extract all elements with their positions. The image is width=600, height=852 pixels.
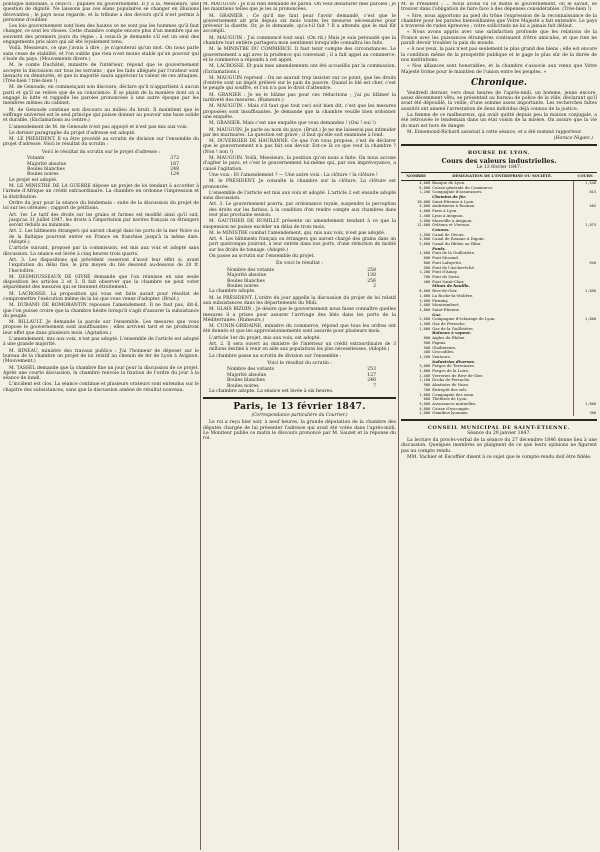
stock-quotes-table — [401, 172, 597, 416]
vote-value: 372 — [170, 156, 179, 162]
row-quantity: 1,000 — [419, 392, 431, 397]
row-quantity: 4,000 — [419, 180, 431, 185]
row-price: 1,075 — [573, 223, 597, 228]
paragraph: politique nationale, à ceux-ci : pupilles du gouvernement. Il y a là, Messieurs, une question de dignité. Ne laissons pas ces élans populaires se changer en illusions décevantes ; le pays nous regarde, et la tribune a des devoirs qu'il n'est permis à personne d'oublier. — [3, 2, 199, 23]
paragraph: M. le PRÉSIDENT. L'ordre du jour appelle la discussion du projet de loi relatif aux subsistances dans les départements du Midi. — [203, 295, 396, 306]
vote-label: Majorité absolue — [27, 161, 67, 167]
row-quantity: 1,000 — [419, 326, 431, 331]
row-designation: Canaux. — [432, 227, 450, 232]
row-quantity: 1,200 — [419, 354, 431, 359]
vote-label: Boules blanches — [27, 166, 65, 172]
paragraph: M. le comte Duchâtel, ministre de l'intérieur, répond que le gouvernement accepte la discussion sur tous les terrains ; que les faits allégués par l'orateur sont inexacts ou dénaturés, et que la majorité saura apprécier la valeur de ces attaques. (Très-bien ! très-bien !) — [3, 63, 199, 85]
row-quantity: 12,000 — [417, 223, 431, 228]
row-designation: Paris à Lyon. — [432, 209, 458, 214]
dateline-subtitle: (Correspondance particulière du Courrier.) — [251, 413, 348, 419]
paragraph: M. GAUTHIER DE RUMILLY présente un amendement tendant à ce que la suspension ne puisse excéder un délai de trois mois. — [203, 219, 396, 230]
row-designation: Montrambert. — [432, 303, 460, 308]
paragraph: M. MAUGUIN reprend : On ne saurait trop insister sur ce point, que les droits d'entrée sont un impôt prélevé sur le pain du pauvre. Quand le blé est cher, c'est le peuple qui souffre, et l'on n'a pas le droit d'attendre. — [203, 75, 396, 92]
vote-label: Nombre des votants — [227, 267, 275, 273]
row-quantity: 600 — [423, 256, 431, 261]
row-quantity: 2,600 — [419, 242, 431, 247]
row-quantity: 800 — [423, 260, 431, 265]
table-header-row — [401, 173, 597, 181]
row-quantity: 1,200 — [419, 270, 431, 275]
section-divider — [203, 397, 396, 399]
row-designation: Aigles du Rhône. — [432, 336, 466, 341]
paragraph: « Nous avons appris avec une satisfaction profonde que les relations de la France avec les puissances étrangères continuent d'être amicales, et que rien ne paraît devoir troubler la paix du monde. — [401, 30, 597, 47]
paragraph: Vendredi dernier, vers deux heures de l'après-midi, un homme, jeune encore, assez décemment vêtu, se présentait au bureau de police de la ville, déclarant qu'il avait été dépouillé, la veille, d'une somme assez importante. Les recherches faites aussitôt ont amené l'arrestation de deux individus déjà connus de la justice. — [401, 90, 597, 112]
row-quantity: 2,000 — [419, 317, 431, 322]
row-designation: Pont d'Ainay. — [432, 270, 458, 275]
section-date: Le 13 février 1847. — [476, 165, 522, 171]
row-quantity: 20,000 — [417, 199, 431, 204]
vote-value: 187 — [170, 161, 179, 167]
paragraph: « Nos alliances sont honorables, et la chambre s'associe aux vœux que Votre Majesté forme pour le maintien de l'union entre les peuples. » — [401, 64, 597, 75]
vote-label: Nombre des votants — [227, 367, 275, 373]
row-designation: Banque de Lyon. — [432, 180, 466, 185]
row-designation: La Roche-la-Molière. — [432, 293, 474, 298]
vote-results — [3, 150, 199, 178]
row-quantity: 2,000 — [419, 303, 431, 308]
article-text: Art. 1er. Le tarif des droits sur les grains et farines est modifié ainsi qu'il suit, jusqu'au 31 juillet 1847, les droits à l'importation par navires français ou étrangers seront réduits au minimum. — [9, 212, 199, 229]
row-quantity: 6,000 — [419, 185, 431, 190]
paragraph: « À nos yeux, la paix n'est pas seulement le plus grand des biens ; elle est encore la condition même de la prospérité publique et le gage le plus sûr de la durée de nos institutions. — [401, 47, 597, 63]
row-designation: Compagnie d'assurances. — [432, 190, 483, 195]
row-quantity: 5,000 — [419, 401, 431, 406]
paragraph: M. le Président : ... Nous avons vu ce matin le gouvernement, on le savait, se trouver dans l'obligation de faire face à des dépenses considérables. (Très-bien !) — [401, 2, 597, 13]
row-designation: Pont Morand. — [432, 256, 460, 261]
paragraph: Le roi a reçu hier soir, à neuf heures, la grande députation de la chambre des députés chargée de lui présenter l'adresse qui avait été votée dans l'après-midi. Le Moniteur publie ce matin le discours prononcé par M. Sauzet et la réponse du roi. — [203, 420, 396, 442]
row-designation: Papins. — [432, 340, 447, 345]
paragraph: M. GRANIER : Je ne le blâme pas pour ces réductions ; j'ai pu blâmer la tardiveté des mesures. (Rumeurs.) — [203, 92, 396, 104]
row-quantity: 400 — [423, 350, 431, 355]
row-price: 940 — [573, 261, 597, 266]
paragraph: M. MAUGUIN. Je parle au nom du pays. (Bruit.) Je ne me laisserai pas intimider par les murmures. La question est grave ; il faut qu'elle soit examinée à fond. — [203, 127, 396, 138]
column-1 — [3, 2, 199, 850]
paragraph: M. le MINISTRE combat l'amendement, qui, mis aux voix, n'est pas adopté. — [209, 230, 386, 236]
paragraph: M. MAUGUIN. Voilà, Messieurs, la position qu'on nous a faite. On nous accuse d'agiter le pays, et c'est le gouvernement lui-même qui, par son imprévoyance, a causé l'agitation. — [203, 156, 396, 172]
vote-value: 124 — [170, 172, 179, 178]
row-quantity: 600 — [423, 336, 431, 341]
section-heading: CONSEIL MUNICIPAL DE SAINT-ÉTIENNE. — [427, 425, 571, 432]
row-designation: Théâtres de Lyon. — [432, 397, 468, 402]
row-price: 300 — [573, 411, 597, 416]
paragraph: Ordre du jour pour la séance du lendemain : suite de la discussion du projet de loi sur les céréales ; rapport de pétitions. — [3, 200, 199, 212]
row-designation: Docks de Perrache. — [432, 378, 471, 383]
row-quantity: 700 — [423, 387, 431, 392]
vote-label: Boules noires — [227, 383, 259, 389]
paragraph: La femme de ce malheureux, qui avait quitté depuis peu la maison conjugale, a été retrouvée le lendemain dans un état voisin de la misère. On assure que la vie du mari est hors de danger. — [401, 113, 597, 129]
paragraph: M. MAUGUIN : Je n'ai rien demandé de pareil. On veut dénaturer mes paroles ; je les maintiens telles que je les ai prononcées. — [203, 2, 396, 13]
row-designation: Saint-Étienne. — [432, 307, 461, 312]
row-quantity: 3,000 — [419, 218, 431, 223]
paragraph: M. CUNIN-GRIDAINE, ministre du commerce, répond que tous les ordres ont été donnés et que les approvisionnements sont assurés pour plusieurs mois. — [203, 324, 396, 335]
vote-value: 2 — [373, 283, 376, 289]
vote-value: 7 — [373, 383, 376, 389]
row-quantity: 1,800 — [419, 307, 431, 312]
vote-value: 253 — [367, 367, 376, 373]
vote-value: 256 — [367, 278, 376, 284]
row-price: 1,850 — [573, 289, 597, 294]
paragraph: L'article 1er du projet, mis aux voix, est adopté. — [209, 335, 321, 341]
section-heading: Chronique. — [470, 77, 528, 88]
row-designation: Compagnie des eaux. — [432, 392, 475, 397]
vote-label: Votants — [27, 156, 45, 162]
paragraph: MM. Vachier et Escoffier disent à ce sujet que le compte-rendu doit être fidèle. — [407, 454, 592, 460]
row-designation: Canal de Roanne à Digoin. — [432, 237, 485, 242]
row-quantity: 3,000 — [419, 364, 431, 369]
row-designation: Canal du Rhône au Rhin. — [432, 242, 482, 247]
row-designation: Pont Saint-Clair. — [432, 279, 465, 284]
row-quantity: 500 — [423, 345, 431, 350]
paragraph: Les lois gouvernement sont bien des hautes ce ne sont pas les hommes qu'il faut changer, ce sont les choses. Cette chambre compte encore plus d'un membre qui se souvient des premiers jours du règne ; à ceux-là je demande s'il est un seul des engagements pris alors qui ait été loyalement tenu. — [3, 24, 199, 46]
row-designation: Marseille à Avignon. — [432, 218, 473, 223]
column-header: COURS — [573, 173, 597, 181]
paragraph: M. LE MINISTRE DE LA GUERRE dépose un projet de loi tendant à accorder à l'armée d'Afrique un crédit extraordinaire. La chambre en ordonne l'impression et la distribution. — [3, 184, 199, 200]
row-designation: Forges de la Loire. — [432, 369, 470, 374]
paragraph: M. BILLAULT. Je demande la parole sur l'ensemble. Les mesures que vous propose le gouvernement sont insuffisantes ; elles arrivent tard et ne produiront leur effet que dans plusieurs mois. (Agitation.) — [3, 320, 199, 336]
row-quantity: 4,000 — [419, 406, 431, 411]
column-header: NOMBRE — [401, 173, 431, 181]
paragraph: L'amendement, mis aux voix, n'est pas adopté. L'ensemble de l'article est adopté à une grande majorité. — [3, 337, 199, 348]
row-quantity: 1,500 — [419, 232, 431, 237]
row-designation: Canal de Givors. — [432, 232, 465, 237]
paragraph: M. MAUGUIN : Mais s'il faut que tout ceci soit bien dit, c'est que les mesures proposées sont insuffisantes. Je demande que la chambre veuille bien ordonner une enquête. — [203, 104, 396, 120]
row-quantity: 1,500 — [419, 322, 431, 327]
row-quantity: 4,800 — [419, 237, 431, 242]
column-header: DÉSIGNATION DE L'ENTREPRISE OU SOCIÉTÉ. — [431, 173, 573, 181]
paragraph: M. GLAIS BIZOIN : Je désire que le gouvernement nous fasse connaître quelles mesures il a prises pour assurer l'arrivage des blés dans les ports de la Méditerranée. (Rumeurs.) — [203, 307, 396, 323]
row-quantity: 8,000 — [419, 289, 431, 294]
section-title: Cours des valeurs industrielles. — [441, 157, 557, 166]
vote-title: Voici le résultat du scrutin sur le projet d'adresse : — [41, 149, 161, 155]
paragraph: Le projet est adopté. — [9, 177, 58, 183]
row-quantity: 2,400 — [419, 213, 431, 218]
row-quantity: 5,000 — [419, 204, 431, 209]
paragraph: Voilà, Messieurs, ce que j'avais à dire ; je n'ajouterai qu'un mot. On nous parle sans cesse de stabilité, et l'on oublie que rien n'est moins stable qu'un pouvoir qui s'isole du pays. (Mouvements divers.) — [3, 46, 199, 62]
paragraph: M. BINEAU, ministre des travaux publics : J'ai l'honneur de déposer sur le bureau de la chambre un projet de loi relatif au chemin de fer de Lyon à Avignon. (Mouvement.) — [3, 348, 199, 365]
vote-label: Boules blanches — [227, 278, 265, 284]
row-quantity: 900 — [423, 340, 431, 345]
row-designation: Abattoirs de Vaise. — [432, 383, 470, 388]
row-designation: Gaz de Perrache. — [432, 322, 466, 327]
vote-value: 248 — [170, 166, 179, 172]
paragraph: Une voix : Et l'amendement ? — Une autre voix : La clôture ! la clôture ! — [209, 172, 378, 178]
row-designation: Mines de houille. — [432, 284, 470, 289]
column-2 — [203, 2, 396, 850]
row-quantity: 600 — [423, 397, 431, 402]
paragraph: L'amendement de M. de Genoude n'est pas appuyé et n'est pas mis aux voix. — [9, 124, 188, 130]
vote-label: Boules noires — [27, 172, 59, 178]
row-designation: Lyon à Avignon. — [432, 213, 464, 218]
article-text: Art. 3. Les dispositions qui précèdent cesseront d'avoir leur effet si, avant l'expiration du délai fixé, le prix moyen du blé descend au-dessous de 20 fr. l'hectolitre. — [9, 257, 199, 274]
row-quantity: 1,800 — [419, 369, 431, 374]
vote-label: Majorité absolue — [227, 273, 267, 279]
paragraph: La chambre passe au scrutin de division sur l'ensemble : — [209, 353, 342, 359]
article-text: Art. 2. Les bâtiments étrangers qui auront chargé dans les ports de la mer Noire ou de la Baltique pourront entrer en France en franchise jusqu'à la même date. (Adopté.) — [9, 229, 199, 246]
column-rule — [200, 2, 201, 850]
vote-results — [203, 261, 396, 289]
vote-value: 258 — [367, 267, 376, 273]
paragraph: « Sire, nous apportons au pied du trône l'expression de la reconnaissance de la chambre pour les paroles bienveillantes que Votre Majesté a fait entendre. Le pays a traversé de rudes épreuves ; votre sollicitude ne lui a jamais fait défaut. — [401, 13, 597, 30]
row-designation: Caisse d'escompte. — [432, 406, 470, 411]
row-quantity: 2,400 — [419, 373, 431, 378]
row-quantity: 1,100 — [419, 378, 431, 383]
row-designation: Forges de Terrenoire. — [432, 364, 476, 369]
paragraph: On passe au scrutin sur l'ensemble du projet. — [209, 254, 315, 260]
row-designation: Rive-de-Gier. — [432, 289, 458, 294]
vote-value: 127 — [367, 372, 376, 378]
row-quantity: 4,000 — [419, 209, 431, 214]
paragraph: La lecture du procès-verbal de la séance du 27 décembre 1846 donne lieu à une discussion. Quelques membres se plaignent de ce que leurs opinions ne figurent pas au compte rendu. — [401, 438, 597, 454]
row-designation: Gladiateurs. — [432, 345, 457, 350]
row-price: 462 — [573, 204, 597, 209]
paragraph: M. DURAND DE ROMORANTIN repousse l'amendement. Il ne faut pas, dit-il, que l'on puisse croire que la chambre hésite lorsqu'il s'agit d'assurer la subsistance du peuple. — [3, 303, 199, 319]
paragraph: M. TASSEL demande que la chambre fixe un jour pour la discussion de ce projet. Après une courte discussion, la chambre renvoie la fixation de l'ordre du jour à la séance de lundi. — [3, 365, 199, 382]
paragraph: M. GRANIER : Ce qu'il me faut pour l'avoir demandé, c'est que le gouvernement ait pris depuis six mois toutes les mesures nécessaires pour prévenir la disette. Or, je le demande, qu'a-t-il fait ? Il a attendu que le mal fût accompli. — [203, 13, 396, 35]
row-designation: Pont de Serin. — [432, 275, 461, 279]
paragraph: M. Ennemond-Richard assistait à cette séance, et a été nommé rapporteur. — [407, 129, 583, 135]
article-text: Art. 3. Le gouvernement pourra, par ordonnance royale, suspendre la perception des droits sur les farines, à la condition d'en rendre compte aux chambres dans leur plus prochaine session. — [209, 202, 396, 218]
row-designation: Entrepôt des sels. — [432, 387, 468, 392]
paragraph: La chambre adopte. — [209, 289, 256, 295]
row-designation: Industries diverses. — [432, 359, 476, 364]
paragraph: M. GRANIER. Mais c'est une enquête que vous demandez ! (Oui ! oui !) — [209, 121, 376, 127]
vote-value: 246 — [367, 378, 376, 384]
row-price: 1,060 — [573, 317, 597, 322]
vote-value: 130 — [367, 273, 376, 279]
paragraph: M. MAUGUIN : J'ai commencé tout seul. (On rit.) Mais je suis persuadé que la chambre tout entière partagera mon sentiment lorsqu'elle connaîtra les faits. — [203, 35, 396, 47]
vote-label: Boules blanches — [227, 378, 265, 384]
row-designation: Crocodiles. — [432, 350, 455, 355]
row-price: 1,660 — [573, 402, 597, 407]
row-designation: Assurances mutuelles. — [432, 401, 477, 406]
row-quantity: 1,000 — [419, 251, 431, 256]
column-rule — [398, 2, 399, 850]
paragraph: M. le PRÉSIDENT. Je consulte la chambre sur la clôture. La clôture est prononcée. — [203, 179, 396, 190]
paragraph: M. de Genoude, en commençant son discours, déclare qu'il n'appartient à aucun parti et qu'il ne relève que de sa conscience. Il se plaint de la manière dont on a engagé la lutte et rappelle les paroles prononcées à une autre époque par les membres mêmes du cabinet. — [3, 85, 199, 107]
table-row — [401, 411, 597, 416]
row-quantity: 3,000 — [419, 298, 431, 303]
row-designation: Ponts. — [432, 246, 446, 251]
row-quantity: 2,000 — [419, 411, 431, 416]
paragraph: M. de Genoude continue son discours au milieu du bruit. Il maintient que le suffrage universel est le seul principe qui puisse donner au pouvoir une base solide et durable. (Exclamations au centre.) — [3, 107, 199, 124]
section-heading: BOURSE DE LYON. — [467, 150, 531, 157]
vote-label: Majorité absolue — [227, 372, 267, 378]
paragraph: M. LACROSSE. La proposition qui vous est faite aurait pour résultat de compromettre l'exécution même de la loi que vous venez d'adopter. (Bruit.) — [3, 291, 199, 302]
row-designation: Saint-Étienne à Lyon. — [432, 199, 475, 204]
row-designation: Pont Lafayette. — [432, 260, 463, 265]
paragraph: M. LE PRÉSIDENT. Il va être procédé au scrutin de division sur l'ensemble du projet d'adresse. Voici le résultat du scrutin : — [3, 137, 199, 148]
row-designation: Orléans et Vierzon. — [432, 223, 471, 228]
paragraph: M. DESMOUSSEAUX DE GIVRÉ demande que l'on réunisse en une seule disposition les articles 2 et 3. Il fait observer que la chambre ne peut voter séparément des mesures qui se tiennent étroitement. — [3, 274, 199, 291]
section-divider — [401, 419, 597, 421]
row-designation: Chemins de fer. — [432, 195, 467, 200]
paragraph: Le dernier paragraphe du projet d'adresse est adopté. — [9, 130, 136, 136]
vote-title: En voici le résultat : — [276, 261, 323, 267]
column-3 — [401, 2, 597, 850]
row-quantity: 1,000 — [419, 293, 431, 298]
paragraph: L'incident est clos. La séance continue et plusieurs orateurs sont entendus sur le chapitre des subsistances, sans que la discussion amène de résultat nouveau. — [3, 382, 199, 393]
row-price: 815 — [573, 190, 597, 195]
row-designation: Vautours. — [432, 354, 451, 359]
paragraph: M. LACROSSE. Et puis mes amendements ont été accueillis par la commission. (Exclamations.) — [203, 64, 396, 75]
paragraph: La chambre adopte. La séance est levée à six heures. — [209, 388, 334, 394]
section-divider — [401, 144, 597, 146]
row-designation: Gaz de la Guillotière. — [432, 326, 474, 331]
row-designation: Bateaux à vapeur. — [432, 331, 472, 336]
row-designation: Pont de la Guillotière. — [432, 251, 476, 256]
row-designation: Pont de l'Archevêché. — [432, 265, 476, 270]
signature: (Horace Nigate.) — [553, 136, 593, 142]
row-designation: Compagnie d'éclairage de Lyon. — [432, 317, 496, 322]
vote-title: Voici le résultat du scrutin : — [267, 360, 332, 366]
row-designation: Caisse générale du Commerce. — [432, 185, 494, 190]
row-price: 1,540 — [573, 180, 597, 185]
vote-results — [203, 361, 396, 389]
row-quantity: 1,200 — [419, 190, 431, 195]
row-quantity: 500 — [423, 265, 431, 270]
row-designation: Andrézieux à Roanne. — [432, 204, 476, 209]
article-text: Art. 2. Il sera ouvert au ministre de l'intérieur un crédit extraordinaire de 3 millions destiné à venir en aide aux populations les plus nécessiteuses. (Adopté.) — [209, 342, 396, 353]
row-quantity: 700 — [423, 275, 431, 279]
row-designation: Verreries de Rive-de-Gier. — [432, 373, 484, 378]
article-text: Art. 4. Les bâtiments français ou étrangers qui auront chargé des grains dans un port quelconque jouiront, à leur entrée dans nos ports, d'une réduction de moitié sur les droits de tonnage. (Adopté.) — [209, 237, 396, 253]
row-quantity: 900 — [423, 383, 431, 388]
paragraph: L'article suivant, proposé par la commission, est mis aux voix et adopté sans discussion. La séance est levée à cinq heures trois quarts. — [3, 246, 199, 257]
vote-label: Boules noires — [227, 283, 259, 289]
dateline: Paris, le 13 février 1847. — [233, 402, 366, 413]
row-designation: Gaz. — [432, 312, 442, 317]
row-designation: Firminy. — [432, 298, 449, 303]
row-designation: Omnibus lyonnais. — [432, 411, 469, 416]
row-quantity: 400 — [423, 279, 431, 284]
paragraph: L'ensemble de l'article est mis aux voix et adopté. L'article 2 est ensuite adopté sans discussion. — [203, 190, 396, 202]
section-date: Séance du 29 janvier 1847. — [467, 431, 531, 437]
paragraph: M. DUVERGIER DE HAURANNE. Ce que l'on vous propose, c'est de déclarer que le gouvernement n'a pas fait son devoir. Est-ce là ce que veut la chambre ? (Non ! non !) — [203, 139, 396, 155]
paragraph: M. le MINISTRE DU COMMERCE. Il faut tenir compte des circonstances. Le gouvernement a agi avec la prudence qui convenait ; il a fait appel au commerce, et le commerce a répondu à cet appel. — [203, 47, 396, 63]
